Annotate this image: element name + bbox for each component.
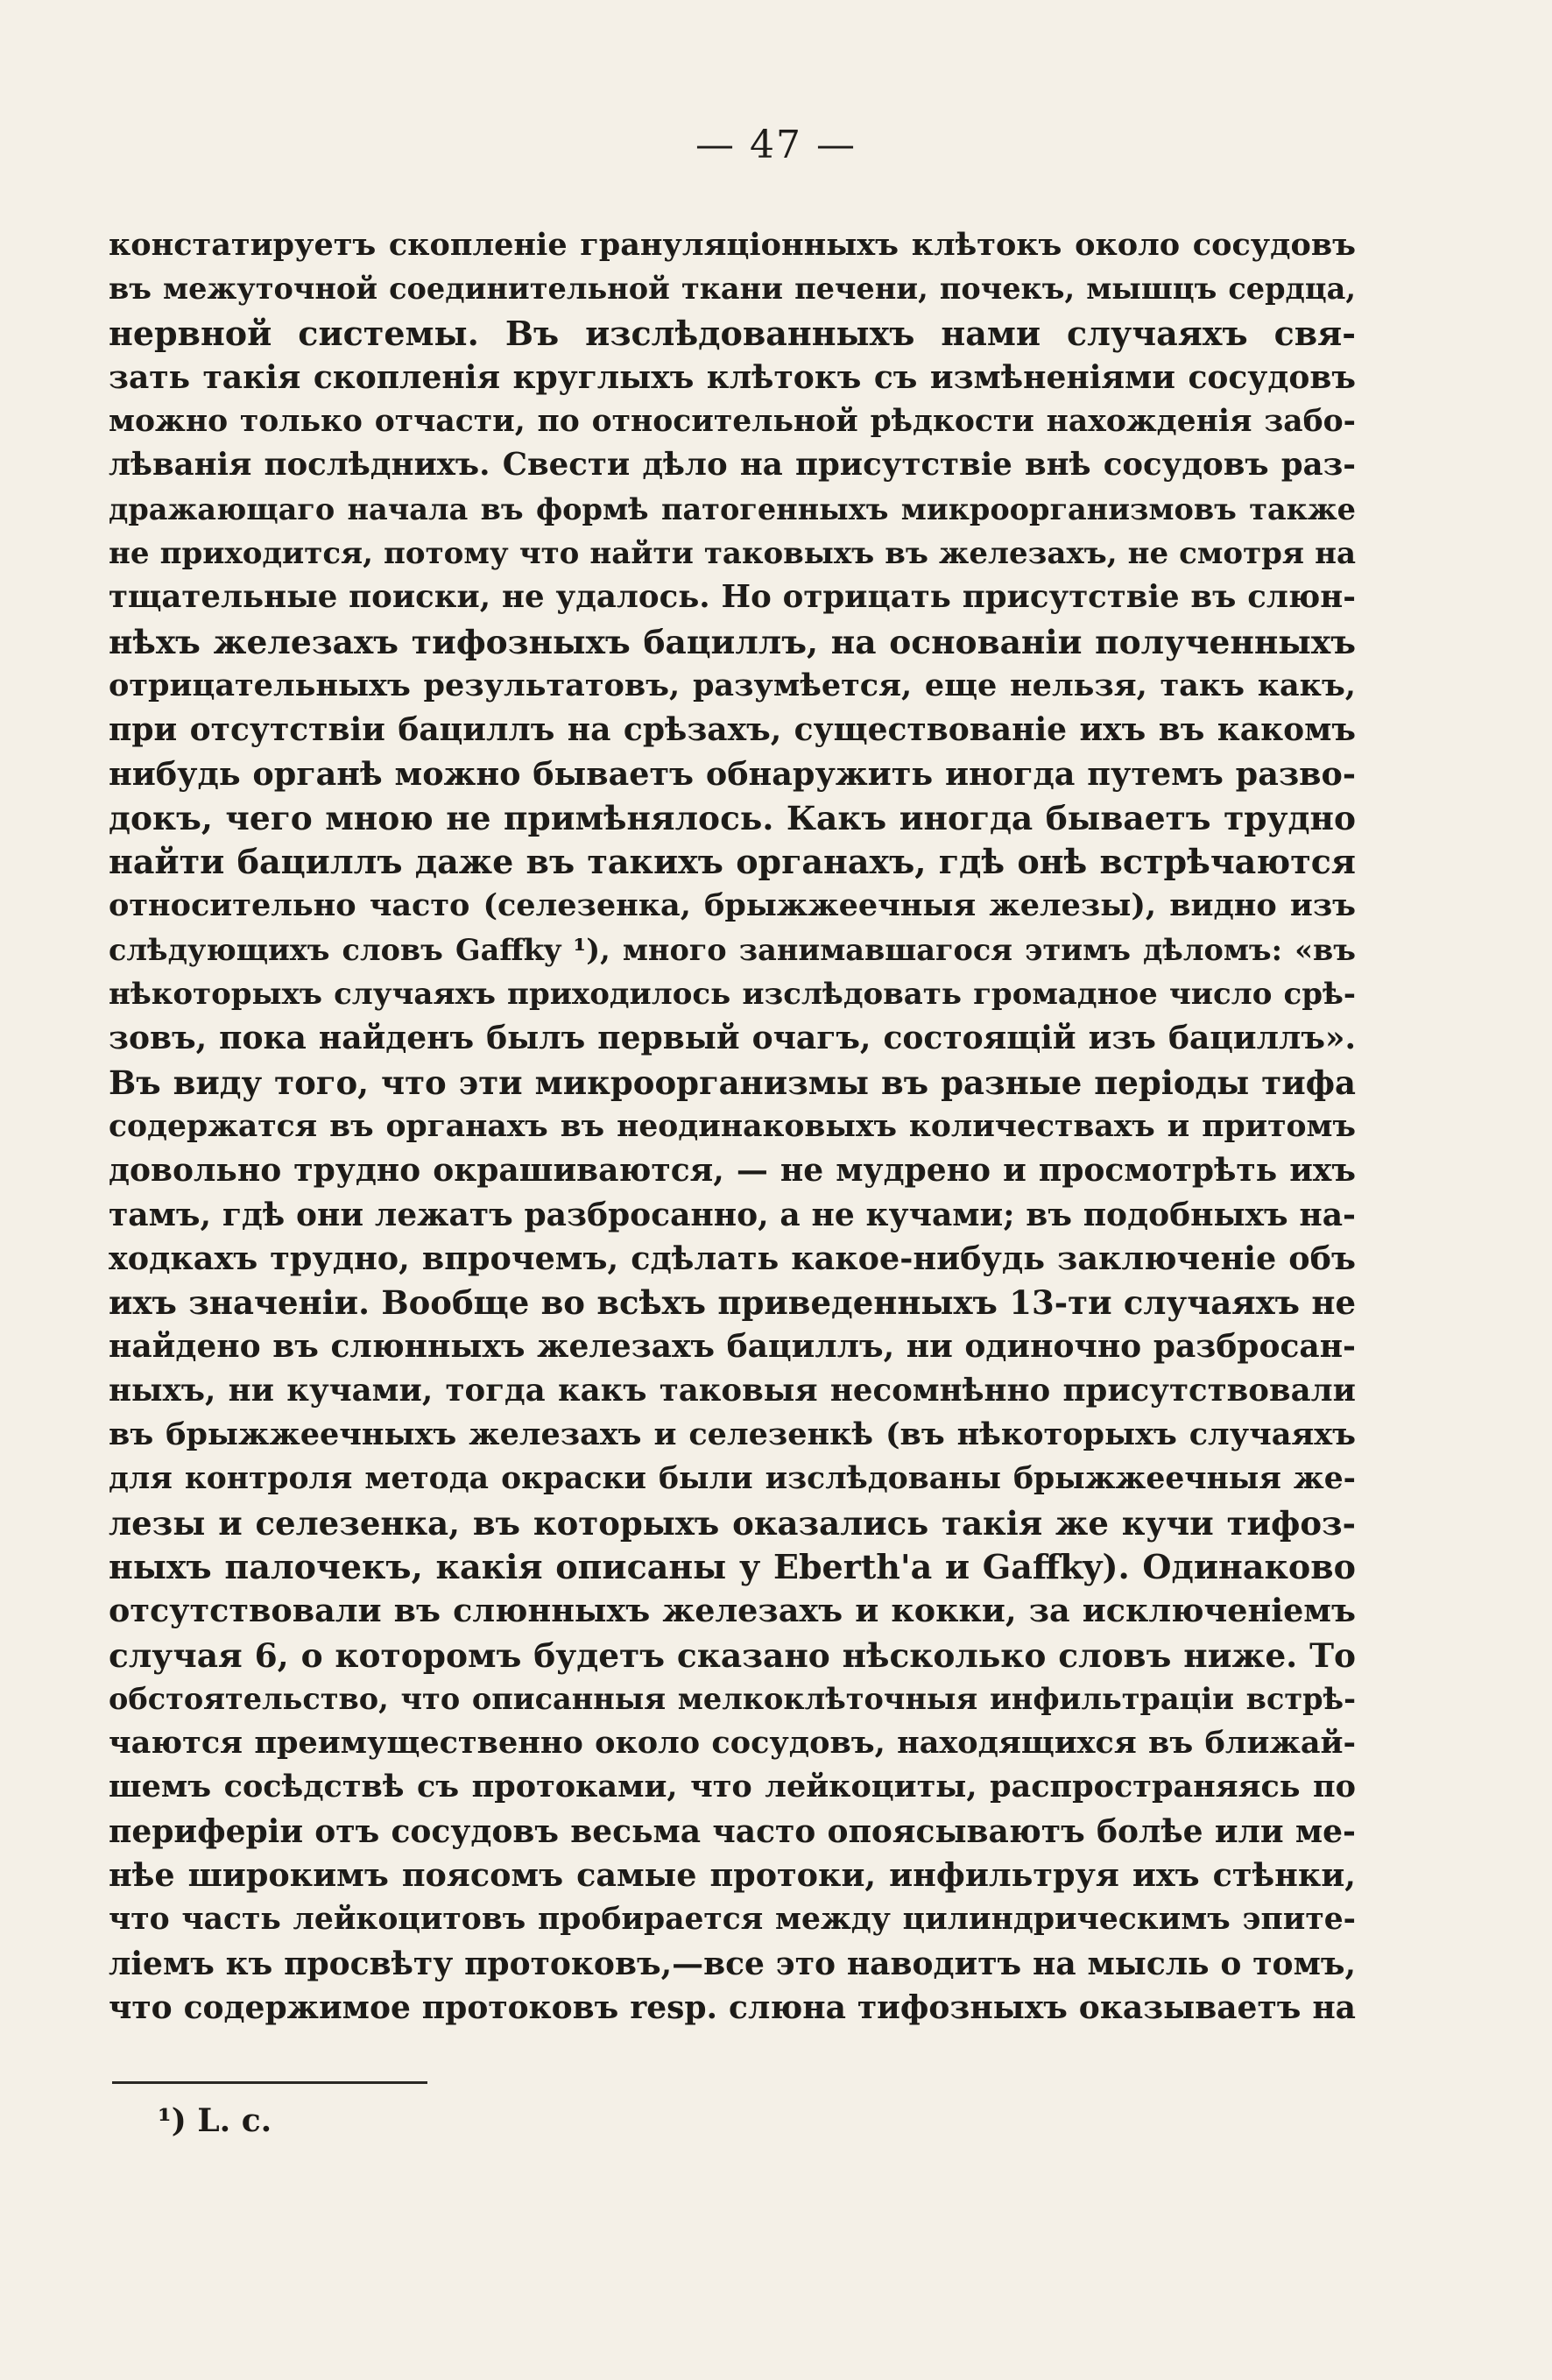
text-line: тщательные поиски, не удалось. Но отрицать присутствіе въ слюн- (109, 579, 1356, 616)
text-line: зать такія скопленія круглыхъ клѣтокъ съ измѣненіями сосудовъ (109, 358, 1356, 396)
text-line: ліемъ къ просвѣту протоковъ,—все это наводитъ на мысль о томъ, (109, 1945, 1356, 1982)
text-line: что содержимое протоковъ resp. слюна тифозныхъ оказываетъ на (109, 1988, 1356, 2026)
text-line: отрицательныхъ результатовъ, разумѣется, еще нельзя, такъ какъ, (109, 667, 1356, 703)
text-line: ихъ значеніи. Вообще во всѣхъ приведенныхъ 13-ти случаяхъ не (109, 1283, 1356, 1323)
text-line: нѣкоторыхъ случаяхъ приходилось изслѣдовать громадное число срѣ- (109, 977, 1356, 1013)
text-line: шемъ сосѣдствѣ съ протоками, что лейкоциты, распространяясь по (109, 1769, 1356, 1805)
text-line: для контроля метода окраски были изслѣдованы брыжжеечныя же- (109, 1461, 1356, 1497)
text-line: содержатся въ органахъ въ неодинаковыхъ количествахъ и притомъ (109, 1108, 1356, 1144)
text-line: найдено въ слюнныхъ железахъ бациллъ, ни одиночно разбросан- (109, 1328, 1356, 1366)
text-line: обстоятельство, что описанныя мелкоклѣточныя инфильтраціи встрѣ- (109, 1681, 1356, 1716)
text-line: въ межуточной соединительной ткани печени, почекъ, мышцъ сердца, (109, 272, 1356, 307)
text-line: въ брыжжеечныхъ железахъ и селезенкѣ (въ нѣкоторыхъ случаяхъ (109, 1416, 1356, 1453)
text-line: слѣдующихъ словъ Gaffky ¹), много занимавшагося этимъ дѣломъ: «въ (109, 932, 1356, 967)
text-line: ныхъ палочекъ, какія описаны у Eberth'a и Gaffky). Одинаково (109, 1546, 1356, 1586)
text-line: нѣе широкимъ поясомъ самые протоки, инфильтруя ихъ стѣнки, (109, 1855, 1356, 1894)
footnote-marker: ¹) (158, 2102, 187, 2139)
text-line: нибудь органѣ можно бываетъ обнаружить иногда путемъ разво- (109, 754, 1356, 793)
text-line: нѣхъ железахъ тифозныхъ бациллъ, на основаніи полученныхъ (109, 622, 1356, 661)
footnote-divider (112, 2081, 427, 2084)
text-line: относительно часто (селезенка, брыжжеечныя железы), видно изъ (109, 887, 1356, 924)
text-line: дражающаго начала въ формѣ патогенныхъ микроорганизмовъ также (109, 491, 1356, 526)
text-line: ныхъ, ни кучами, тогда какъ таковыя несомнѣнно присутствовали (109, 1372, 1356, 1409)
footnote (158, 2102, 272, 2139)
text-line: ходкахъ трудно, впрочемъ, сдѣлать какое-нибудь заключеніе объ (109, 1239, 1356, 1277)
footnote-text: L. c. (197, 2102, 272, 2139)
text-line: довольно трудно окрашиваются, — не мудрено и просмотрѣть ихъ (109, 1152, 1356, 1190)
text-line: лезы и селезенка, въ которыхъ оказались такія же кучи тифоз- (109, 1503, 1356, 1543)
text-line: тамъ, гдѣ они лежатъ разбросанно, а не кучами; въ подобныхъ на- (109, 1196, 1356, 1233)
body-text (109, 223, 1356, 2030)
text-line: нервной системы. Въ изслѣдованныхъ нами случаяхъ свя- (109, 313, 1356, 353)
text-line: лѣванія послѣднихъ. Свести дѣло на присутствіе внѣ сосудовъ раз- (109, 447, 1356, 484)
text-line: отсутствовали въ слюнныхъ железахъ и кокки, за исключеніемъ (109, 1592, 1356, 1630)
text-line: чаются преимущественно около сосудовъ, находящихся въ ближай- (109, 1725, 1356, 1762)
text-line: докъ, чего мною не примѣнялось. Какъ иногда бываетъ трудно (109, 798, 1356, 837)
text-line: периферіи отъ сосудовъ весьма часто опоясываютъ болѣе или ме- (109, 1812, 1356, 1850)
text-line: не приходится, потому что найти таковыхъ въ железахъ, не смотря на (109, 536, 1356, 572)
text-line: констатируетъ скопленіе грануляціонныхъ клѣтокъ около сосудовъ (109, 227, 1356, 263)
text-line: зовъ, пока найденъ былъ первый очагъ, состоящій изъ бациллъ». (109, 1020, 1356, 1057)
text-line: Въ виду того, что эти микроорганизмы въ разные періоды тифа (109, 1063, 1356, 1102)
text-line: при отсутствіи бациллъ на срѣзахъ, существованіе ихъ въ какомъ (109, 711, 1356, 749)
text-line: что часть лейкоцитовъ пробирается между цилиндрическимъ эпите- (109, 1902, 1356, 1938)
page-number: — 47 — (695, 123, 857, 167)
text-line: найти бациллъ даже въ такихъ органахъ, гдѣ онѣ встрѣчаются (109, 842, 1356, 882)
text-line: случая 6, о которомъ будетъ сказано нѣсколько словъ ниже. То (109, 1635, 1356, 1675)
text-line: можно только отчасти, по относительной рѣдкости нахожденія забо- (109, 404, 1356, 440)
